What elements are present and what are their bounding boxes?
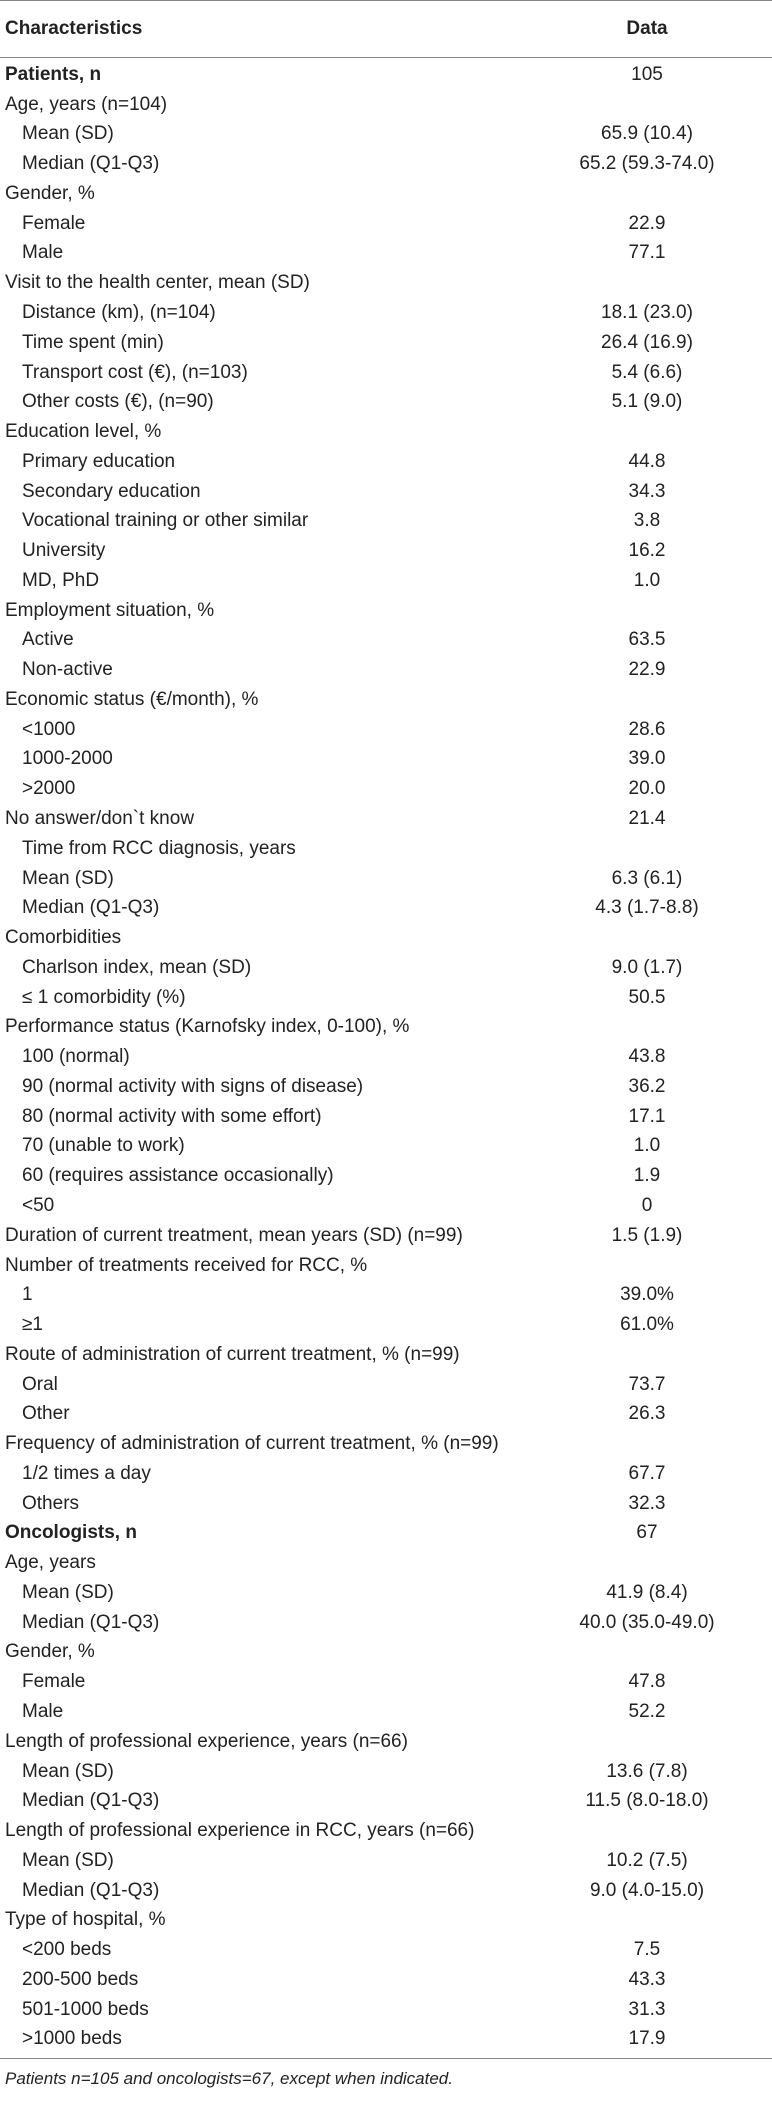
row-label: 501-1000 beds — [22, 1998, 149, 2020]
table-row — [0, 596, 772, 626]
table-body — [0, 58, 772, 2054]
header-characteristics: Characteristics — [5, 18, 143, 39]
table-row — [0, 655, 772, 685]
row-label: <50 — [22, 1194, 55, 1216]
row-value: 4.3 (1.7-8.8) — [595, 897, 699, 919]
table-row — [0, 1638, 772, 1668]
row-value: 1.0 — [633, 1135, 661, 1157]
row-value: 5.4 (6.6) — [611, 361, 683, 383]
table-row — [0, 1459, 772, 1489]
row-label: Median (Q1-Q3) — [22, 1611, 160, 1633]
row-label: Length of professional experience, years (n=66) — [5, 1730, 408, 1752]
row-value: 5.1 (9.0) — [611, 391, 683, 413]
table-row — [0, 90, 772, 120]
table-row — [0, 1727, 772, 1757]
table-row — [0, 774, 772, 804]
row-value: 39.0 — [628, 748, 666, 770]
row-value: 17.9 — [628, 2028, 666, 2050]
table-row — [0, 1846, 772, 1876]
table-row — [0, 1013, 772, 1043]
row-value: 20.0 — [628, 778, 666, 800]
row-label: Duration of current treatment, mean years (SD) (n=99) — [5, 1224, 463, 1246]
row-value: 17.1 — [628, 1105, 666, 1127]
table-row — [0, 1042, 772, 1072]
row-value: 16.2 — [628, 540, 666, 562]
row-value: 26.3 — [628, 1403, 666, 1425]
row-value: 10.2 (7.5) — [606, 1849, 688, 1871]
row-label: <200 beds — [22, 1939, 112, 1961]
row-label: Male — [22, 242, 64, 264]
table-row — [0, 1340, 772, 1370]
row-label: Mean (SD) — [22, 1849, 114, 1871]
table-row — [0, 149, 772, 179]
table-row — [0, 268, 772, 298]
row-label: Primary education — [22, 450, 176, 472]
row-label: Mean (SD) — [22, 1760, 114, 1782]
table-header — [0, 0, 772, 58]
row-value: 65.2 (59.3-74.0) — [579, 153, 715, 175]
table-row — [0, 477, 772, 507]
table-row — [0, 1280, 772, 1310]
row-value: 28.6 — [628, 718, 666, 740]
table-row — [0, 745, 772, 775]
row-value: 31.3 — [628, 1998, 666, 2020]
table-row — [0, 179, 772, 209]
row-label: Education level, % — [5, 421, 162, 443]
row-label: Patients, n — [5, 63, 102, 85]
row-value: 50.5 — [628, 986, 666, 1008]
row-label: Time spent (min) — [22, 331, 164, 353]
row-value: 34.3 — [628, 480, 666, 502]
row-label: Median (Q1-Q3) — [22, 1790, 160, 1812]
row-value: 61.0% — [620, 1314, 674, 1336]
table-row — [0, 358, 772, 388]
row-value: 67.7 — [628, 1462, 666, 1484]
row-value: 22.9 — [628, 212, 666, 234]
table-row — [0, 1965, 772, 1995]
row-value: 18.1 (23.0) — [601, 302, 693, 323]
row-value: 0 — [641, 1194, 653, 1216]
table-row — [0, 1251, 772, 1281]
row-label: Comorbidities — [5, 927, 122, 949]
table-row — [0, 1072, 772, 1102]
table-row — [0, 536, 772, 566]
row-label: Mean (SD) — [22, 867, 114, 889]
row-label: Transport cost (€), (n=103) — [22, 361, 248, 383]
row-label: ≥1 — [22, 1314, 43, 1336]
row-value: 32.3 — [628, 1492, 666, 1514]
row-value: 41.9 (8.4) — [606, 1581, 688, 1603]
row-label: Vocational training or other similar — [22, 510, 309, 532]
row-label: Time from RCC diagnosis, years — [22, 837, 296, 859]
row-value: 26.4 (16.9) — [601, 331, 693, 353]
row-value: 52.2 — [628, 1700, 666, 1722]
row-label: University — [22, 540, 106, 562]
row-label: Gender, % — [5, 182, 95, 204]
row-value: 43.3 — [628, 1968, 666, 1990]
table-row — [0, 804, 772, 834]
table-row — [0, 1161, 772, 1191]
table-row — [0, 1876, 772, 1906]
row-value: 1.9 — [633, 1165, 661, 1187]
row-label: Male — [22, 1700, 64, 1722]
table-row — [0, 1757, 772, 1787]
row-value: 105 — [631, 63, 663, 85]
row-label: 1/2 times a day — [22, 1462, 151, 1484]
row-value: 6.3 (6.1) — [611, 867, 683, 889]
table-row — [0, 1519, 772, 1549]
row-label: No answer/don`t know — [5, 808, 195, 830]
row-label: Other — [22, 1403, 70, 1425]
table-row — [0, 328, 772, 358]
table-row — [0, 1132, 772, 1162]
table-row — [0, 685, 772, 715]
row-label: Median (Q1-Q3) — [22, 1879, 160, 1901]
table-row — [0, 120, 772, 150]
row-value: 47.8 — [628, 1671, 666, 1693]
row-value: 36.2 — [628, 1075, 666, 1097]
table-row — [0, 1667, 772, 1697]
row-value: 44.8 — [628, 450, 666, 472]
row-value: 1.5 (1.9) — [611, 1224, 683, 1246]
row-label: ≤ 1 comorbidity (%) — [22, 986, 186, 1008]
row-value: 9.0 (4.0-15.0) — [589, 1879, 705, 1901]
row-label: Female — [22, 1671, 86, 1693]
row-value: 39.0% — [620, 1284, 674, 1306]
table-row — [0, 953, 772, 983]
row-label: Distance (km), (n=104) — [22, 302, 216, 323]
header-data: Data — [626, 18, 668, 39]
row-label: Active — [22, 629, 74, 651]
table-row — [0, 983, 772, 1013]
row-value: 65.9 (10.4) — [601, 123, 693, 145]
table-row — [0, 626, 772, 656]
row-label: 1 — [22, 1284, 33, 1306]
table-row — [0, 1429, 772, 1459]
table-row — [0, 60, 772, 90]
row-label: MD, PhD — [22, 569, 100, 591]
row-value: 11.5 (8.0-18.0) — [585, 1790, 709, 1812]
row-label: Charlson index, mean (SD) — [22, 956, 252, 978]
table-row — [0, 239, 772, 269]
row-label: Age, years (n=104) — [5, 93, 168, 115]
table-row — [0, 209, 772, 239]
row-value: 40.0 (35.0-49.0) — [579, 1611, 715, 1633]
table-row — [0, 387, 772, 417]
table-row — [0, 923, 772, 953]
row-value: 13.6 (7.8) — [606, 1760, 688, 1782]
table-row — [0, 1935, 772, 1965]
table-row — [0, 566, 772, 596]
table-row — [0, 1786, 772, 1816]
table-row — [0, 1191, 772, 1221]
row-label: Gender, % — [5, 1641, 95, 1663]
row-value: 9.0 (1.7) — [611, 956, 683, 978]
row-label: 100 (normal) — [22, 1046, 130, 1068]
row-label: Employment situation, % — [5, 599, 215, 621]
row-label: Median (Q1-Q3) — [22, 897, 160, 919]
table-row — [0, 1578, 772, 1608]
row-label: Female — [22, 212, 86, 234]
row-label: Route of administration of current treatment, % (n=99) — [5, 1343, 460, 1365]
table-row — [0, 506, 772, 536]
table-row — [0, 1697, 772, 1727]
row-label: 60 (requires assistance occasionally) — [22, 1165, 334, 1187]
table-row — [0, 1905, 772, 1935]
row-label: >1000 beds — [22, 2028, 122, 2050]
table-row — [0, 1548, 772, 1578]
row-label: Other costs (€), (n=90) — [22, 391, 214, 413]
row-value: 22.9 — [628, 659, 666, 681]
table-row — [0, 1102, 772, 1132]
table-row — [0, 1370, 772, 1400]
row-label: Oral — [22, 1373, 58, 1395]
row-label: Median (Q1-Q3) — [22, 153, 160, 175]
row-label: Length of professional experience in RCC, years (n=66) — [5, 1820, 475, 1842]
row-value: 21.4 — [628, 808, 666, 830]
row-value: 7.5 — [633, 1939, 661, 1961]
row-label: Type of hospital, % — [5, 1909, 166, 1931]
row-label: >2000 — [22, 778, 76, 800]
row-label: Frequency of administration of current treatment, % (n=99) — [5, 1433, 499, 1455]
row-label: 200-500 beds — [22, 1968, 139, 1990]
row-label: Non-active — [22, 659, 113, 681]
row-label: Number of treatments received for RCC, % — [5, 1254, 368, 1276]
table-row — [0, 1608, 772, 1638]
table-row — [0, 417, 772, 447]
row-value: 77.1 — [628, 242, 666, 264]
row-value: 73.7 — [628, 1373, 666, 1395]
row-label: 80 (normal activity with some effort) — [22, 1105, 322, 1127]
table-row — [0, 1816, 772, 1846]
row-label: Mean (SD) — [22, 1581, 114, 1603]
row-value: 63.5 — [628, 629, 666, 651]
table-row — [0, 893, 772, 923]
row-label: 90 (normal activity with signs of disease) — [22, 1075, 364, 1097]
table-row — [0, 1489, 772, 1519]
row-label: Mean (SD) — [22, 123, 114, 145]
table-footnote: Patients n=105 and oncologists=67, except when indicated. — [5, 2069, 453, 2089]
table-row — [0, 447, 772, 477]
table-row — [0, 1310, 772, 1340]
row-label: 1000-2000 — [22, 748, 113, 770]
table-row — [0, 2025, 772, 2055]
row-value: 3.8 — [633, 510, 661, 532]
table-row — [0, 1399, 772, 1429]
row-label: 70 (unable to work) — [22, 1135, 185, 1157]
row-label: Visit to the health center, mean (SD) — [5, 272, 310, 294]
row-value: 43.8 — [628, 1046, 666, 1068]
row-value: 67 — [636, 1522, 658, 1544]
row-label: Age, years — [5, 1552, 96, 1574]
table-row — [0, 1221, 772, 1251]
row-value: 1.0 — [633, 569, 661, 591]
table-row — [0, 715, 772, 745]
row-label: Oncologists, n — [5, 1522, 137, 1544]
table-row — [0, 1995, 772, 2025]
table-row — [0, 834, 772, 864]
row-label: Secondary education — [22, 480, 201, 502]
row-label: <1000 — [22, 718, 76, 740]
row-label: Performance status (Karnofsky index, 0-100), % — [5, 1016, 410, 1038]
table-row — [0, 298, 772, 328]
row-label: Others — [22, 1492, 80, 1514]
table-row — [0, 864, 772, 894]
row-label: Economic status (€/month), % — [5, 688, 259, 710]
